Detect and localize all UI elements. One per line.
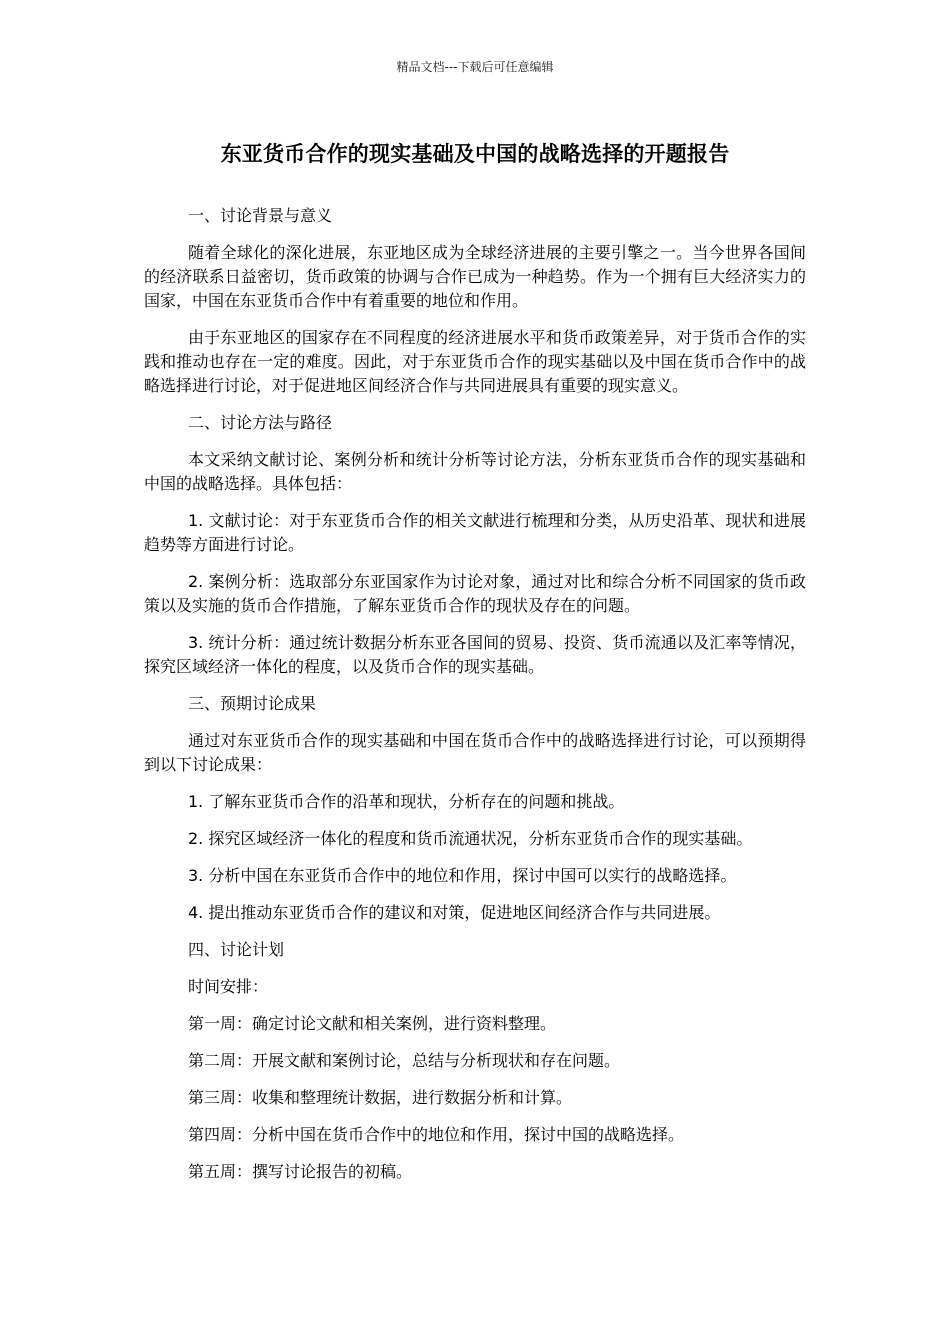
list-item: 4. 提出推动东亚货币合作的建议和对策，促进地区间经济合作与共同进展。 xyxy=(188,903,721,922)
list-item: 2. 探究区域经济一体化的程度和货币流通状况，分析东亚货币合作的现实基础。 xyxy=(188,829,753,848)
list-item: 3. 分析中国在东亚货币合作中的地位和作用，探讨中国可以实行的战略选择。 xyxy=(188,866,737,885)
list-item: 2. 案例分析：选取部分东亚国家作为讨论对象，通过对比和综合分析不同国家的货币政策以及实施的货币合作措施，了解东亚货币合作的现状及存在的问题。 xyxy=(144,572,806,615)
paragraph: 本文采纳文献讨论、案例分析和统计分析等讨论方法，分析东亚货币合作的现实基础和中国的战略选择。具体包括： xyxy=(144,450,806,493)
list-item: 1. 了解东亚货币合作的沿革和现状，分析存在的问题和挑战。 xyxy=(188,792,625,811)
document-body xyxy=(144,204,806,1197)
list-item: 1. 文献讨论：对于东亚货币合作的相关文献进行梳理和分类，从历史沿革、现状和进展趋势等方面进行讨论。 xyxy=(144,511,806,554)
section-heading-plan: 四、讨论计划 xyxy=(188,940,285,959)
paragraph: 通过对东亚货币合作的现实基础和中国在货币合作中的战略选择进行讨论，可以预期得到以下讨论成果： xyxy=(144,731,806,774)
paragraph: 随着全球化的深化进展，东亚地区成为全球经济进展的主要引擎之一。当今世界各国间的经济联系日益密切，货币政策的协调与合作已成为一种趋势。作为一个拥有巨大经济实力的国家，中国在东亚货币合作中有着重要的地位和作用。 xyxy=(144,243,806,310)
list-item: 3. 统计分析：通过统计数据分析东亚各国间的贸易、投资、货币流通以及汇率等情况，探究区域经济一体化的程度，以及货币合作的现实基础。 xyxy=(144,633,806,676)
section-heading-expected-results: 三、预期讨论成果 xyxy=(188,694,317,713)
schedule-item: 第五周：撰写讨论报告的初稿。 xyxy=(188,1162,413,1181)
schedule-item: 第一周：确定讨论文献和相关案例，进行资料整理。 xyxy=(188,1014,557,1033)
schedule-item: 第二周：开展文献和案例讨论，总结与分析现状和存在问题。 xyxy=(188,1051,621,1070)
page-title: 东亚货币合作的现实基础及中国的战略选择的开题报告 xyxy=(220,142,730,166)
schedule-item: 第三周：收集和整理统计数据，进行数据分析和计算。 xyxy=(188,1088,573,1107)
schedule-item: 第四周：分析中国在货币合作中的地位和作用，探讨中国的战略选择。 xyxy=(188,1125,685,1144)
section-heading-background: 一、讨论背景与意义 xyxy=(188,206,333,225)
header-note: 精品文档---下载后可任意编辑 xyxy=(396,60,554,74)
paragraph: 由于东亚地区的国家存在不同程度的经济进展水平和货币政策差异，对于货币合作的实践和推动也存在一定的难度。因此，对于东亚货币合作的现实基础以及中国在货币合作中的战略选择进行讨论，对于促进地区间经济合作与共同进展具有重要的现实意义。 xyxy=(144,328,806,395)
schedule-label: 时间安排： xyxy=(188,977,269,996)
section-heading-methods: 二、讨论方法与路径 xyxy=(188,413,333,432)
